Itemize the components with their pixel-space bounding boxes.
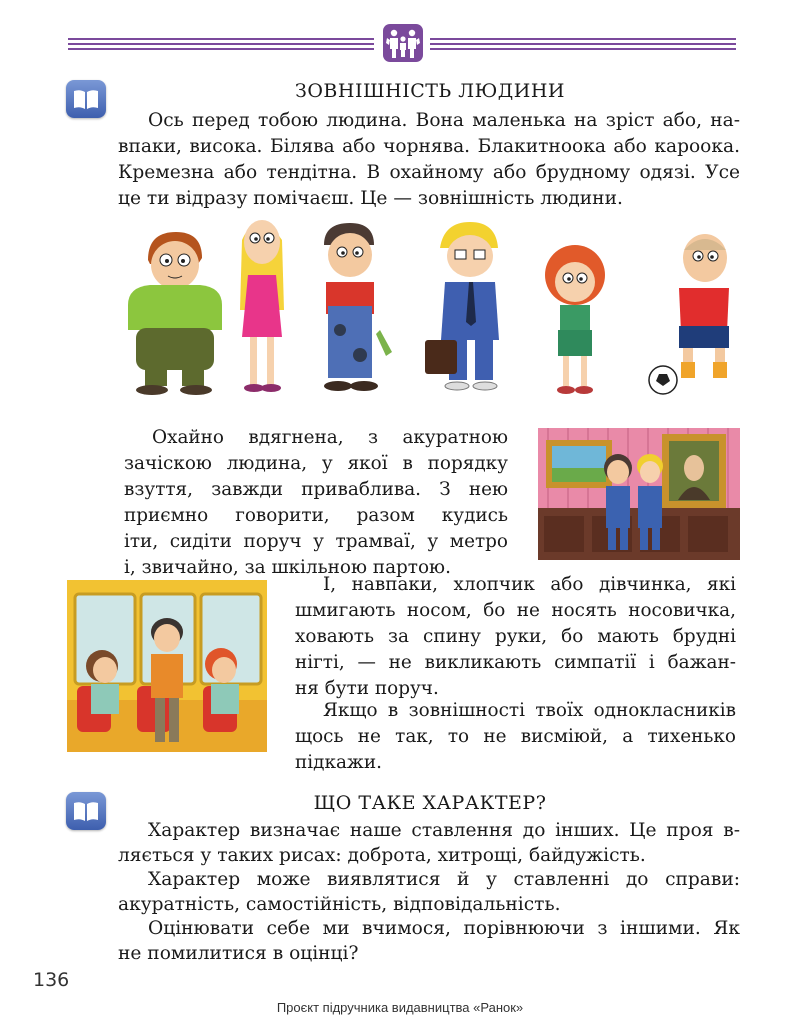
messy-line: ня бути поруч. xyxy=(295,678,439,699)
character-boy-dirty-overalls xyxy=(324,223,392,391)
character-girl-red-hair xyxy=(545,245,605,394)
character-line: Характер може виявлятися й у ставленні до справи: xyxy=(148,869,740,890)
messy-line: шмигають носом, бо не носять носовичка, xyxy=(295,600,736,621)
intro-line: це ти відразу помічаєш. Це — зовнішність людини. xyxy=(118,188,623,209)
advice-line: підкажи. xyxy=(295,752,382,773)
character-line: не помилитися в оцінці? xyxy=(118,943,359,964)
messy-line: І, навпаки, хлопчик або дівчинка, які xyxy=(323,574,736,595)
character-line: акуратність, самостійність, відповідальність. xyxy=(118,894,561,915)
neat-line: Охайно вдягнена, з акуратною xyxy=(152,427,508,448)
neat-line: взуття, завжди приваблива. З нею xyxy=(124,479,508,500)
header-rule-left-2 xyxy=(68,43,374,45)
bus-illustration xyxy=(67,580,267,752)
character-line: Характер визначає наше ставлення до інших. Це проя в- xyxy=(148,820,740,841)
section-title-character: ЩО ТАКЕ ХАРАКТЕР? xyxy=(313,792,547,814)
characters-illustration xyxy=(110,210,740,400)
messy-line: нігті, — не викликають симпатії і бажан- xyxy=(295,652,736,673)
advice-line: Якщо в зовнішності твоїх однокласників xyxy=(323,700,736,721)
book-icon xyxy=(66,792,106,830)
footer-publisher: Проєкт підручника видавництва «Ранок» xyxy=(276,1000,524,1015)
intro-line: Кремезна або тендітна. В охайному або брудному одязі. Усе xyxy=(118,162,740,183)
header-rule-right-2 xyxy=(430,43,736,45)
neat-line: іти, сидіти поруч у трамваї, у метро xyxy=(124,531,508,552)
museum-illustration xyxy=(538,428,740,560)
character-girl-pink-dress xyxy=(240,220,284,392)
neat-line: приємно говорити, разом кудись xyxy=(124,505,508,526)
header-rule-right-3 xyxy=(430,48,736,50)
section-title-appearance: ЗОВНІШНІСТЬ ЛЮДИНИ xyxy=(295,80,565,102)
character-boy-green-shirt xyxy=(128,232,222,395)
character-boy-blue-suit xyxy=(425,222,499,390)
page-number: 136 xyxy=(33,969,70,991)
header-rule-left-1 xyxy=(68,38,374,40)
messy-line: ховають за спину руки, бо мають брудні xyxy=(295,626,736,647)
advice-line: щось не так, то не висміюй, а тихенько xyxy=(295,726,736,747)
character-boy-football xyxy=(649,234,729,394)
family-icon xyxy=(383,24,423,62)
book-icon xyxy=(66,80,106,118)
header-rule-right-1 xyxy=(430,38,736,40)
intro-line: Ось перед тобою людина. Вона маленька на зріст або, на- xyxy=(148,110,740,131)
header-rule-left-3 xyxy=(68,48,374,50)
neat-line: зачіскою людина, у якої в порядку xyxy=(124,453,508,474)
character-line: ляється у таких рисах: доброта, хитрощі, байдужість. xyxy=(118,845,646,866)
neat-line: і, звичайно, за шкільною партою. xyxy=(124,557,451,578)
character-line: Оцінювати себе ми вчимося, порівнюючи з іншими. Як xyxy=(148,918,740,939)
intro-line: впаки, висока. Білява або чорнява. Блакитноока або кароока. xyxy=(118,136,740,157)
